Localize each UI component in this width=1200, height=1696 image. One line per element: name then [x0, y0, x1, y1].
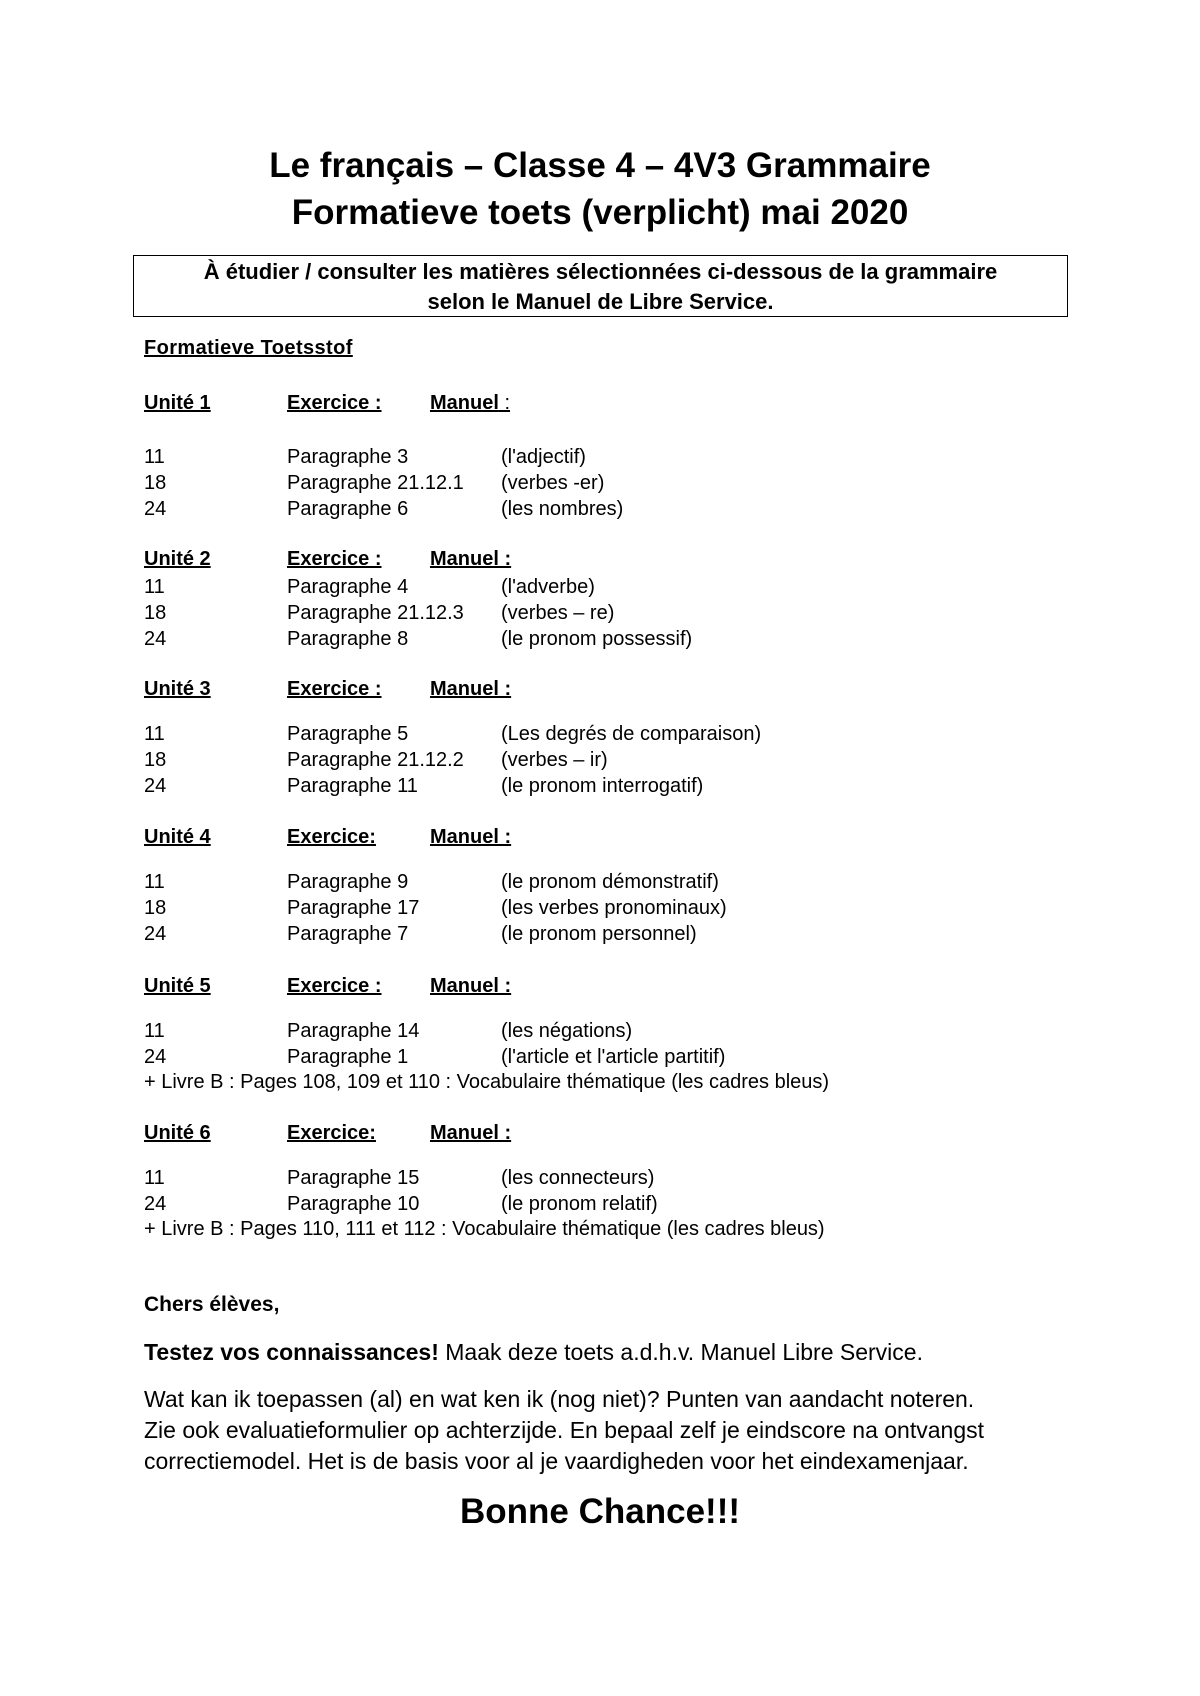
manual-label: Manuel :: [430, 975, 512, 997]
manual-label: Manuel :: [430, 678, 512, 700]
exercise-label: Exercice:: [287, 1122, 376, 1144]
unit-label: Unité 6: [144, 1122, 211, 1144]
unit-label: Unité 4: [144, 826, 211, 848]
exercise-label: Exercice :: [287, 548, 382, 570]
manual-label: Manuel :: [430, 1122, 512, 1144]
manual-label: Manuel :: [430, 548, 512, 570]
instruction-line-2: selon le Manuel de Libre Service.: [427, 289, 774, 314]
exercise-label: Exercice :: [287, 392, 382, 414]
section-heading: Formatieve Toetsstof: [144, 337, 353, 359]
unit-label: Unité 1: [144, 392, 211, 414]
exercise-label: Exercice :: [287, 678, 382, 700]
unit-label: Unité 2: [144, 548, 211, 570]
unit-label: Unité 3: [144, 678, 211, 700]
document-subtitle: Formatieve toets (verplicht) mai 2020: [291, 193, 909, 232]
instruction-box: [133, 255, 1068, 317]
extra-note: + Livre B : Pages 108, 109 et 110 : Vocabulaire thématique (les cadres bleus): [144, 1071, 830, 1093]
exercise-label: Exercice:: [287, 826, 376, 848]
instructions-paragraph: Wat kan ik toepassen (al) en wat ken ik (nog niet)? Punten van aandacht noteren. Zie ook evaluatieformulier op achterzijde. En bepaal zelf je eindscore na ontvangst correctiemodel. Het is de basis voor al je vaardigheden voor het eindexamenjaar.: [144, 1386, 984, 1474]
document-title: Le français – Classe 4 – 4V3 Grammaire: [269, 146, 931, 185]
intro-paragraph: Testez vos connaissances! Maak deze toets a.d.h.v. Manuel Libre Service.: [144, 1339, 923, 1365]
instruction-line-1: À étudier / consulter les matières sélectionnées ci-dessous de la grammaire: [203, 259, 998, 284]
closing-text: Bonne Chance!!!: [460, 1492, 740, 1531]
greeting: Chers élèves,: [144, 1293, 280, 1316]
document-page: Le français – Classe 4 – 4V3 Grammaire Formatieve toets (verplicht) mai 2020 À étudier / consulter les matières sélectionnées ci-dessous de la grammaire selon le Manuel de Libre Service. Formatieve Toetsstof Unité 1 Exercice : Manuel : 11 Paragraphe 3 (l'adjectif) 18 Paragraphe 21.12.1 (verbes -er) 24 Paragraphe 6 (les nombres) Unité 2 Exercice : Manuel : 11 Paragraphe 4 (l'adverbe) 18 Paragraphe 21.12.3 (verbes – re) 24 Paragraphe 8 (le pronom possessif) Unité 3 Exercice : Manuel : 11 Paragraphe 5 (Les degrés de comparaison) 18 Paragraphe 21.12.2 (verbes – ir) 24 Paragraphe 11 (le pronom interrogatif) Unité 4 Exercice: Manuel : 11 Paragraphe 9 (le pronom démonstratif) 18 Paragraphe 17 (les verbes pronominaux) 24 Paragraphe 7 (le pronom personnel) Unité 5 Exercice : Manuel : 11 Paragraphe 14 (les négations) 24 Paragraphe 1 (l'article et l'article partitif) + Livre B : Pages 108, 109 et 110 : Vocabulaire thématique (les cadres bleus) Unité 6 Exercice: Manuel : 11 Paragraphe 15 (les connecteurs) 24 Paragraphe 10 (le pronom relatif) + Livre B : Pages 110, 111 et 112 : Vocabulaire thématique (les cadres bleus) Chers élèves, Testez vos connaissances! Maak deze toets a.d.h.v. Manuel Libre Service. Wat kan ik toepassen (al) en wat ken ik (nog niet)? Punten van aandacht noteren. Zie ook evaluatieformulier op achterzijde. En bepaal zelf je eindscore na ontvangst correctiemodel. Het is de basis voor al je vaardigheden voor het eindexamenjaar. Bonne Chance!!!: [0, 0, 1200, 1696]
exercise-label: Exercice :: [287, 975, 382, 997]
unit-label: Unité 5: [144, 975, 211, 997]
manual-label: Manuel :: [430, 826, 512, 848]
extra-note: + Livre B : Pages 110, 111 et 112 : Vocabulaire thématique (les cadres bleus): [144, 1218, 825, 1240]
manual-label: Manuel :: [430, 392, 511, 414]
